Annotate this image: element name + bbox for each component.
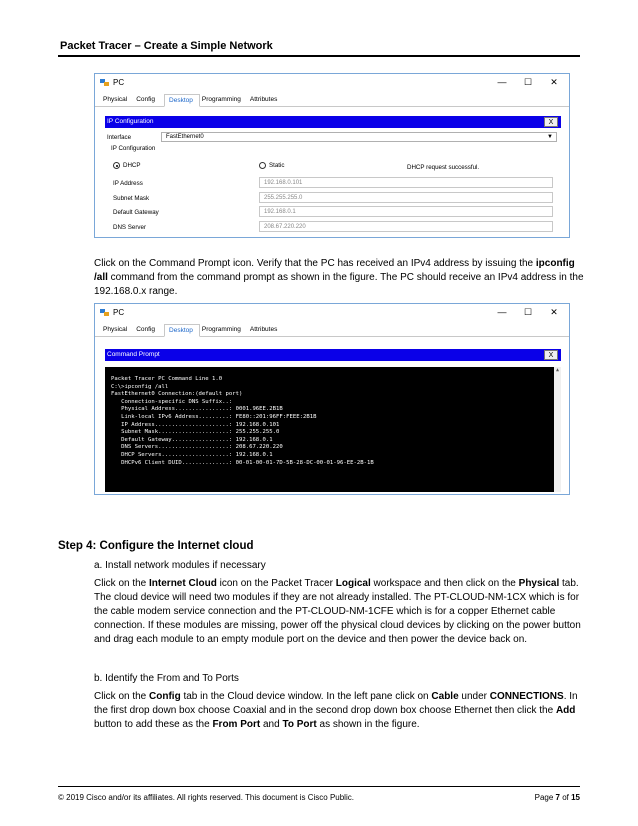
- cmd-line: Subnet Mask.....................: 255.255.255.0: [111, 429, 280, 436]
- command-prompt-bar-title: Command Prompt: [107, 351, 160, 358]
- para-b-text-3: under: [458, 691, 490, 702]
- cmd-line: DHCP Servers....................: 192.168.0.1: [111, 451, 273, 458]
- close-window-button[interactable]: ✕: [550, 77, 558, 87]
- chevron-down-icon: ▼: [547, 134, 553, 140]
- cmd-line: C:\>ipconfig /all: [111, 383, 169, 390]
- static-option[interactable]: [259, 162, 284, 169]
- para1-text-1: Click on the Command Prompt icon. Verify that the PC has received an IPv4 address by issuing the: [94, 258, 534, 269]
- footer-rule: [58, 786, 580, 787]
- dhcp-label: DHCP: [123, 162, 141, 170]
- dns-server-label: DNS Server: [113, 224, 147, 231]
- para-a-text-4: tab. The cloud device will need two modules if they are not already installed. The PT-CLOUD-NM-1CX which is for the cable modem service connection and the PT-CLOUD-NM-1CFE which is for a copper Ethernet cable connection. If these modules are missing, power off the physical cloud devices by clicking on the power button and drag each module to an empty module port on the device and then power the device back on.: [94, 578, 581, 645]
- static-radio[interactable]: [259, 162, 266, 169]
- ip-config-bar-title: IP Configuration: [107, 118, 154, 125]
- interface-select[interactable]: [161, 132, 557, 142]
- paragraph-install-modules: [94, 577, 584, 647]
- item-b-heading: b. Identify the From and To Ports: [94, 673, 239, 684]
- device-tabs: [95, 320, 569, 337]
- page-current: 7: [555, 793, 560, 802]
- page-of: of: [559, 793, 572, 802]
- para-a-bold-internet-cloud: Internet Cloud: [149, 578, 217, 589]
- command-output[interactable]: [105, 367, 561, 492]
- para-a-bold-physical: Physical: [518, 578, 560, 589]
- close-window-button[interactable]: ✕: [550, 307, 558, 317]
- header-rule: [58, 55, 580, 57]
- para-b-bold-add: Add: [555, 705, 576, 716]
- footer-page-number: [535, 793, 580, 802]
- packet-tracer-app-icon: [100, 78, 109, 87]
- interface-value: FastEthernet0: [166, 134, 204, 140]
- footer-copyright: © 2019 Cisco and/or its affiliates. All rights reserved. This document is Cisco Public.: [58, 793, 354, 802]
- para1-text-2: command from the command prompt as shown in the figure. The PC should receive an IPv4 address in the 192.168.0.x range.: [94, 272, 584, 297]
- default-gateway-field[interactable]: 192.168.0.1: [259, 206, 553, 217]
- minimize-button[interactable]: —: [497, 307, 507, 317]
- cmd-line: Packet Tracer PC Command Line 1.0: [111, 376, 223, 382]
- tab-desktop[interactable]: Desktop: [164, 94, 200, 107]
- default-gateway-label: Default Gateway: [113, 209, 159, 216]
- close-command-prompt-button[interactable]: X: [544, 350, 558, 360]
- tab-physical[interactable]: Physical: [103, 96, 128, 103]
- ip-config-panel: [105, 116, 561, 128]
- para-b-bold-from-port: From Port: [212, 719, 261, 730]
- tab-programming[interactable]: Programming: [201, 326, 241, 333]
- ip-address-field[interactable]: 192.168.0.101: [259, 177, 553, 188]
- para-b-text-5: button to add these as the: [94, 719, 213, 730]
- tab-config[interactable]: Config: [136, 326, 156, 333]
- tab-config[interactable]: Config: [136, 96, 156, 103]
- tab-programming[interactable]: Programming: [201, 96, 241, 103]
- cmd-line: DHCPv6 Client DUID..............: 00-01-00-01-7D-5B-28-DC-00-01-96-EE-2B-1B: [111, 459, 374, 466]
- cmd-line: IP Address......................: 192.168.0.101: [111, 421, 280, 428]
- para-b-text-1: Click on the: [94, 691, 150, 702]
- cmd-line: Connection-specific DNS Suffix..:: [111, 398, 236, 405]
- para-b-text-4: . In the first drop down box choose Coaxial and in the second drop down box choose Ethernet then click the: [94, 691, 578, 716]
- command-prompt-bar: [105, 349, 561, 361]
- para-b-text-7: as shown in the figure.: [316, 719, 420, 730]
- ip-configuration-section-label: IP Configuration: [111, 145, 156, 152]
- minimize-button[interactable]: —: [497, 77, 507, 87]
- item-a-heading: a. Install network modules if necessary: [94, 560, 266, 571]
- device-tabs: [95, 90, 569, 107]
- dhcp-radio[interactable]: [113, 162, 120, 169]
- para-b-bold-cable: Cable: [431, 691, 459, 702]
- para-a-text-1: Click on the: [94, 578, 150, 589]
- ip-address-label: IP Address: [113, 180, 143, 187]
- para-b-text-6: and: [260, 719, 283, 730]
- subnet-mask-field[interactable]: 255.255.255.0: [259, 192, 553, 203]
- scroll-up-icon[interactable]: ▲: [555, 367, 559, 373]
- para1-bold-ipconfig: ipconfig /all: [94, 258, 575, 283]
- pc-window-ip-config: [94, 73, 570, 238]
- command-prompt-panel: [105, 349, 561, 361]
- close-ip-config-button[interactable]: X: [544, 117, 558, 127]
- window-title: PC: [113, 77, 125, 87]
- static-label: Static: [269, 162, 285, 170]
- pc-window-command-prompt: [94, 303, 570, 495]
- para-b-text-2: tab in the Cloud device window. In the left pane click on: [180, 691, 432, 702]
- page-prefix: Page: [534, 793, 556, 802]
- para-a-text-2: icon on the Packet Tracer: [216, 578, 336, 589]
- cmd-line: Default Gateway.................: 192.168.0.1: [111, 436, 273, 443]
- tab-attributes[interactable]: Attributes: [249, 326, 278, 333]
- page-header-title: Packet Tracer – Create a Simple Network: [60, 40, 273, 52]
- scrollbar[interactable]: [554, 367, 561, 492]
- page-total: 15: [571, 793, 580, 802]
- paragraph-ipconfig: [94, 257, 584, 299]
- dns-server-field[interactable]: 208.67.220.220: [259, 221, 553, 232]
- packet-tracer-app-icon: [100, 308, 109, 317]
- paragraph-identify-ports: [94, 690, 584, 732]
- cmd-line: Link-local IPv6 Address.........: FE80::201:96FF:FEEE:2B1B: [111, 413, 317, 420]
- step-4-heading: Step 4: Configure the Internet cloud: [58, 540, 254, 552]
- window-title: PC: [113, 307, 125, 317]
- para-b-bold-config: Config: [149, 691, 181, 702]
- window-titlebar[interactable]: [95, 304, 569, 320]
- para-a-text-3: workspace and then click on the: [370, 578, 519, 589]
- ip-config-bar: [105, 116, 561, 128]
- dhcp-option[interactable]: [113, 162, 141, 169]
- tab-attributes[interactable]: Attributes: [249, 96, 278, 103]
- para-a-bold-logical: Logical: [335, 578, 371, 589]
- cmd-line: FastEthernet0 Connection:(default port): [111, 391, 243, 398]
- para-b-bold-connections: CONNECTIONS: [489, 691, 564, 702]
- subnet-mask-label: Subnet Mask: [113, 195, 150, 202]
- para-b-bold-to-port: To Port: [282, 719, 317, 730]
- interface-label: Interface: [107, 134, 132, 141]
- tab-physical[interactable]: Physical: [103, 326, 128, 333]
- maximize-button[interactable]: ☐: [523, 307, 533, 317]
- maximize-button[interactable]: ☐: [523, 77, 533, 87]
- cmd-line: DNS Servers.....................: 208.67.220.220: [111, 444, 283, 451]
- cmd-line: Physical Address................: 0001.96EE.2B1B: [111, 406, 283, 413]
- tab-desktop[interactable]: Desktop: [164, 324, 200, 337]
- window-titlebar[interactable]: [95, 74, 569, 90]
- dhcp-status-text: DHCP request successful.: [407, 164, 480, 171]
